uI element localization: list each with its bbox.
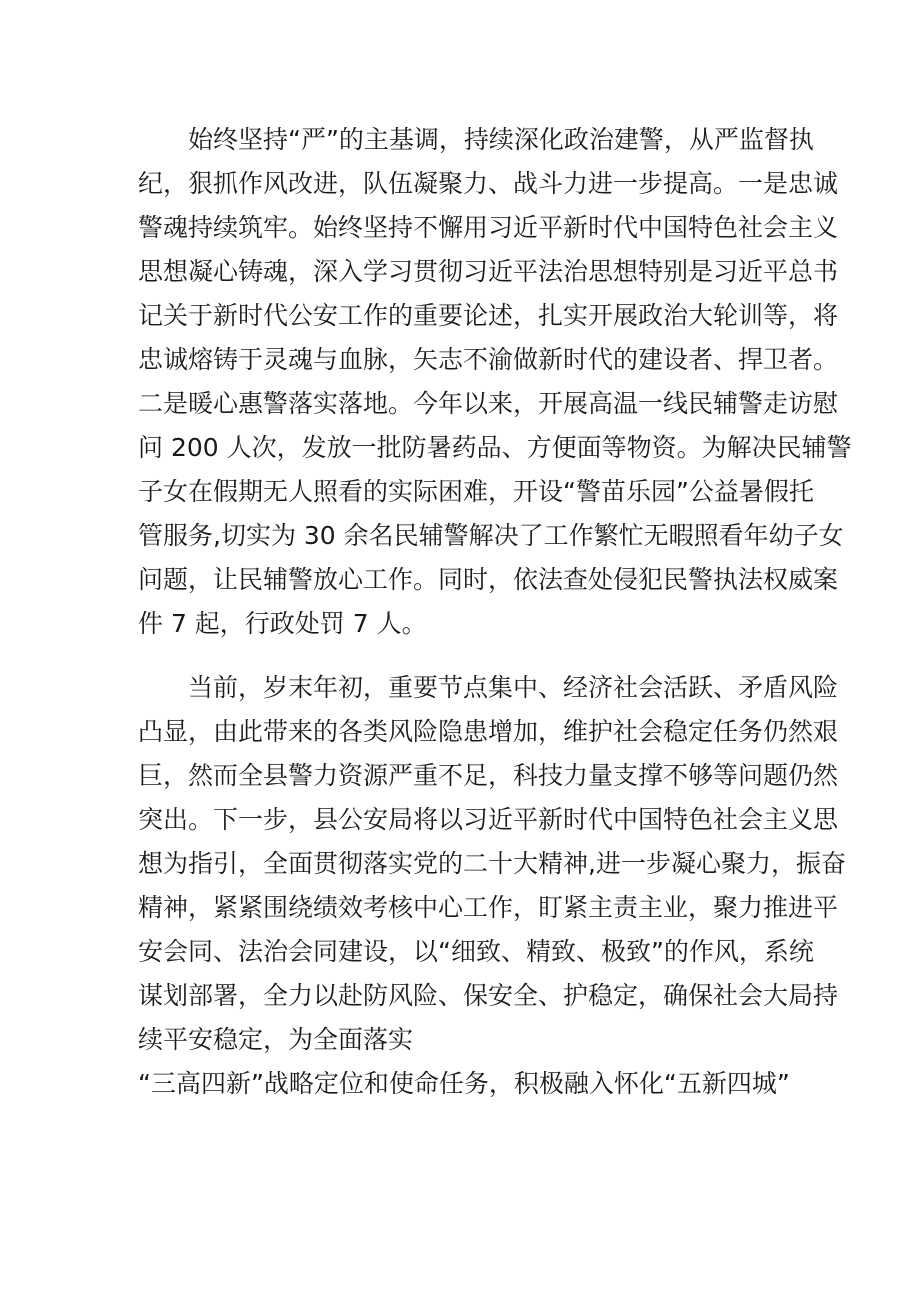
paragraph-1-line-2: 纪，狠抓作风改进，队伍凝聚力、战斗力进一步提高。一是忠诚 (138, 169, 839, 198)
paragraph-1-line-4: 思想凝心铸魂，深入学习贯彻习近平法治思想特别是习近平总书 (138, 257, 839, 286)
paragraph-1-line-7: 二是暖心惠警落实落地。今年以来，开展高温一线民辅警走访慰 (138, 389, 839, 418)
paragraph-1-line-5: 记关于新时代公安工作的重要论述，扎实开展政治大轮训等，将 (138, 301, 839, 330)
paragraph-2-line-3: 巨，然而全县警力资源严重不足，科技力量支撑不够等问题仍然 (138, 761, 839, 790)
paragraph-2-line-8: 谋划部署，全力以赴防风险、保安全、护稳定，确保社会大局持 (138, 981, 839, 1010)
paragraph-1-line-3: 警魂持续筑牢。始终坚持不懈用习近平新时代中国特色社会主义 (138, 213, 839, 242)
paragraph-2-line-7: 安会同、法治会同建设，以“细致、精致、极致”的作风，系统 (138, 937, 814, 966)
paragraph-2-line-2: 凸显，由此带来的各类风险隐患增加，维护社会稳定任务仍然艰 (138, 717, 839, 746)
paragraph-2-line-5: 想为指引，全面贯彻落实党的二十大精神,进一步凝心聚力，振奋 (138, 849, 846, 878)
paragraph-1-line-11: 问题，让民辅警放心工作。同时，依法查处侵犯民警执法权威案 (138, 565, 839, 594)
paragraph-2-line-4: 突出。下一步，县公安局将以习近平新时代中国特色社会主义思 (138, 805, 839, 834)
paragraph-1-line-10: 管服务,切实为 30 余名民辅警解决了工作繁忙无暇照看年幼子女 (138, 521, 844, 550)
paragraph-2-line-6: 精神，紧紧围绕绩效考核中心工作，盯紧主责主业，聚力推进平 (138, 893, 839, 922)
paragraph-1-line-12: 件 7 起，行政处罚 7 人。 (138, 609, 427, 638)
paragraph-1-line-6: 忠诚熔铸于灵魂与血脉，矢志不渝做新时代的建设者、捍卫者。 (138, 345, 839, 374)
paragraph-2-line-9: 续平安稳定，为全面落实 (138, 1025, 414, 1054)
paragraph-1-line-1: 始终坚持“严”的主基调，持续深化政治建警，从严监督执 (188, 125, 814, 154)
paragraph-1-line-8: 问 200 人次，发放一批防暑药品、方便面等物资。为解决民辅警 (138, 433, 852, 462)
paragraph-1-line-9: 子女在假期无人照看的实际困难，开设“警苗乐园”公益暑假托 (138, 477, 814, 506)
paragraph-2-line-10: “三高四新”战略定位和使命任务，积极融入怀化“五新四城” (138, 1069, 790, 1098)
paragraph-2-line-1: 当前，岁末年初，重要节点集中、经济社会活跃、矛盾风险 (188, 673, 839, 702)
